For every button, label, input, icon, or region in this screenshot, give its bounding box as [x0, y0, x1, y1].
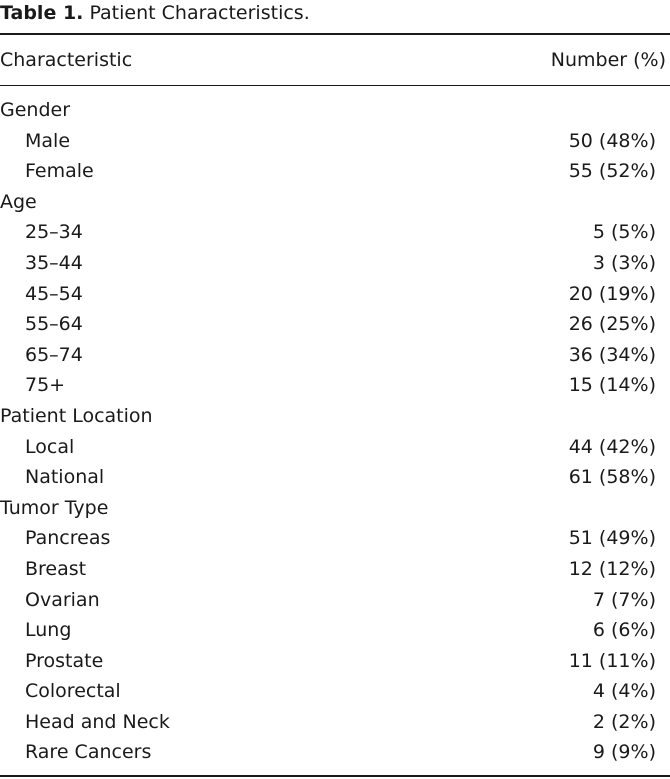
row-label: 65–74: [25, 343, 83, 366]
row-label: Lung: [25, 619, 72, 642]
row-label: Male: [25, 129, 71, 152]
table-row: [0, 676, 670, 707]
group-row-gender: [0, 95, 670, 126]
table-body: [0, 95, 670, 768]
row-label: Female: [25, 160, 94, 183]
group-row-age: [0, 187, 670, 218]
row-value: 7 (7%): [592, 588, 656, 611]
row-label: Colorectal: [25, 680, 121, 703]
row-value: 12 (12%): [568, 557, 656, 580]
row-value: 55 (52%): [568, 160, 656, 183]
group-label: Patient Location: [0, 404, 153, 427]
row-label: National: [25, 466, 105, 489]
row-label: Rare Cancers: [25, 741, 152, 764]
table-row: [0, 707, 670, 738]
row-label: 45–54: [25, 282, 83, 305]
row-value: 36 (34%): [568, 343, 656, 366]
row-value: 51 (49%): [568, 527, 656, 550]
group-label: Gender: [0, 99, 71, 121]
table-row: [0, 126, 670, 157]
table-row: [0, 737, 670, 768]
table-header-rule: [0, 85, 670, 86]
column-header-number: Number (%): [550, 49, 666, 71]
row-value: 44 (42%): [568, 435, 656, 458]
row-label: Head and Neck: [25, 710, 170, 733]
table-row: [0, 523, 670, 554]
table-caption-text: Patient Characteristics.: [89, 2, 310, 24]
table-row: [0, 248, 670, 279]
row-value: 26 (25%): [568, 313, 656, 336]
table-row: [0, 370, 670, 401]
table-row: [0, 340, 670, 371]
group-label: Age: [0, 190, 37, 213]
row-label: 25–34: [25, 221, 83, 244]
row-label: 35–44: [25, 251, 83, 274]
row-label: 55–64: [25, 313, 83, 336]
group-row-patient-location: [0, 401, 670, 432]
row-label: Ovarian: [25, 588, 100, 611]
table-row: [0, 156, 670, 187]
column-header-characteristic: Characteristic: [0, 49, 133, 71]
table-bottom-rule: [0, 775, 670, 777]
table-header-row: [0, 44, 670, 76]
table-row: [0, 554, 670, 585]
table-caption: [0, 0, 310, 26]
table-row: [0, 585, 670, 616]
row-value: 6 (6%): [592, 619, 656, 642]
table-row: [0, 432, 670, 463]
row-value: 2 (2%): [592, 710, 656, 733]
row-label: Breast: [25, 557, 87, 580]
table-caption-label: Table 1.: [0, 2, 84, 24]
table-row: [0, 615, 670, 646]
row-label: 75+: [25, 374, 66, 397]
table-row: [0, 217, 670, 248]
table-top-rule: [0, 33, 670, 35]
group-label: Tumor Type: [0, 496, 109, 519]
row-value: 5 (5%): [592, 221, 656, 244]
group-row-tumor-type: [0, 493, 670, 524]
row-label: Prostate: [25, 649, 104, 672]
row-value: 9 (9%): [592, 741, 656, 764]
row-value: 15 (14%): [568, 374, 656, 397]
row-value: 20 (19%): [568, 282, 656, 305]
row-label: Local: [25, 435, 75, 458]
row-value: 3 (3%): [592, 251, 656, 274]
table-row: [0, 279, 670, 310]
row-value: 50 (48%): [568, 129, 656, 152]
row-value: 4 (4%): [592, 680, 656, 703]
row-label: Pancreas: [25, 527, 111, 550]
table-row: [0, 309, 670, 340]
table-row: [0, 646, 670, 677]
table-row: [0, 462, 670, 493]
row-value: 61 (58%): [568, 466, 656, 489]
row-value: 11 (11%): [568, 649, 656, 672]
